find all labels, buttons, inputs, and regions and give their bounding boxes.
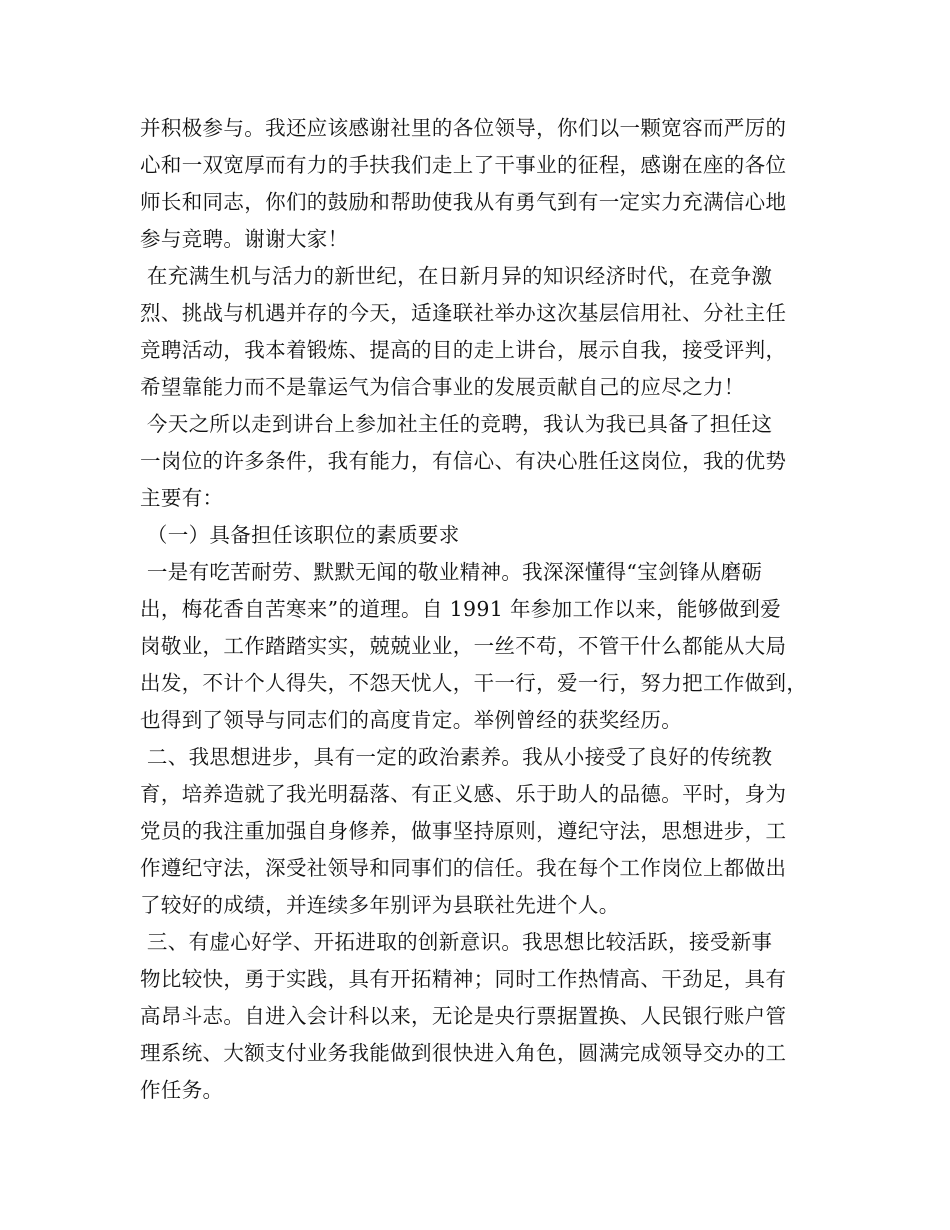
text-line: 了较好的成绩，并连续多年别评为县联社先进个人。	[140, 893, 620, 917]
text-line: 岗敬业，工作踏踏实实，兢兢业业，一丝不苟，不管干什么都能从大局	[140, 634, 787, 658]
text-line: 高昂斗志。自进入会计科以来，无论是央行票据置换、人民银行账户管	[140, 1004, 787, 1028]
text-line: 出发，不计个人得失，不怨天忧人，干一行，爱一行，努力把工作做到，	[140, 671, 808, 695]
text-line: 并积极参与。我还应该感谢社里的各位领导，你们以一颗宽容而严厉的	[140, 116, 787, 140]
text-line: （一）具备担任该职位的素质要求	[140, 523, 460, 547]
text-line: 二、我思想进步，具有一定的政治素养。我从小接受了良好的传统教	[140, 745, 773, 769]
body-text	[140, 110, 830, 1109]
text-line: 理系统、大额支付业务我能做到很快进入角色，圆满完成领导交办的工	[140, 1041, 787, 1065]
text-line: 竞聘活动，我本着锻炼、提高的目的走上讲台，展示自我，接受评判，	[140, 338, 787, 362]
text-line: 出，梅花香自苦寒来”的道理。自 1991 年参加工作以来，能够做到爱	[140, 597, 782, 621]
text-line: 在充满生机与活力的新世纪，在日新月异的知识经济时代，在竞争激	[140, 264, 773, 288]
text-line: 希望靠能力而不是靠运气为信合事业的发展贡献自己的应尽之力！	[140, 375, 745, 399]
text-line: 一岗位的许多条件，我有能力，有信心、有决心胜任这岗位，我的优势	[140, 449, 787, 473]
text-line: 师长和同志，你们的鼓励和帮助使我从有勇气到有一定实力充满信心地	[140, 190, 787, 214]
text-line: 也得到了领导与同志们的高度肯定。举例曾经的获奖经历。	[140, 708, 683, 732]
text-line: 参与竞聘。谢谢大家！	[140, 227, 349, 251]
text-line: 物比较快，勇于实践，具有开拓精神；同时工作热情高、干劲足，具有	[140, 967, 787, 991]
text-line: 作任务。	[140, 1078, 224, 1102]
text-line: 作遵纪守法，深受社领导和同事们的信任。我在每个工作岗位上都做出	[140, 856, 787, 880]
text-line: 育，培养造就了我光明磊落、有正义感、乐于助人的品德。平时，身为	[140, 782, 787, 806]
text-line: 三、有虚心好学、开拓进取的创新意识。我思想比较活跃，接受新事	[140, 930, 773, 954]
text-line: 心和一双宽厚而有力的手扶我们走上了干事业的征程，感谢在座的各位	[140, 153, 787, 177]
text-line: 党员的我注重加强自身修养，做事坚持原则，遵纪守法，思想进步，工	[140, 819, 787, 843]
text-line: 烈、挑战与机遇并存的今天，适逢联社举办这次基层信用社、分社主任	[140, 301, 787, 325]
text-line: 一是有吃苦耐劳、默默无闻的敬业精神。我深深懂得“宝剑锋从磨砺	[140, 560, 763, 584]
text-line: 主要有：	[140, 486, 224, 510]
text-line: 今天之所以走到讲台上参加社主任的竞聘，我认为我已具备了担任这	[140, 412, 773, 436]
